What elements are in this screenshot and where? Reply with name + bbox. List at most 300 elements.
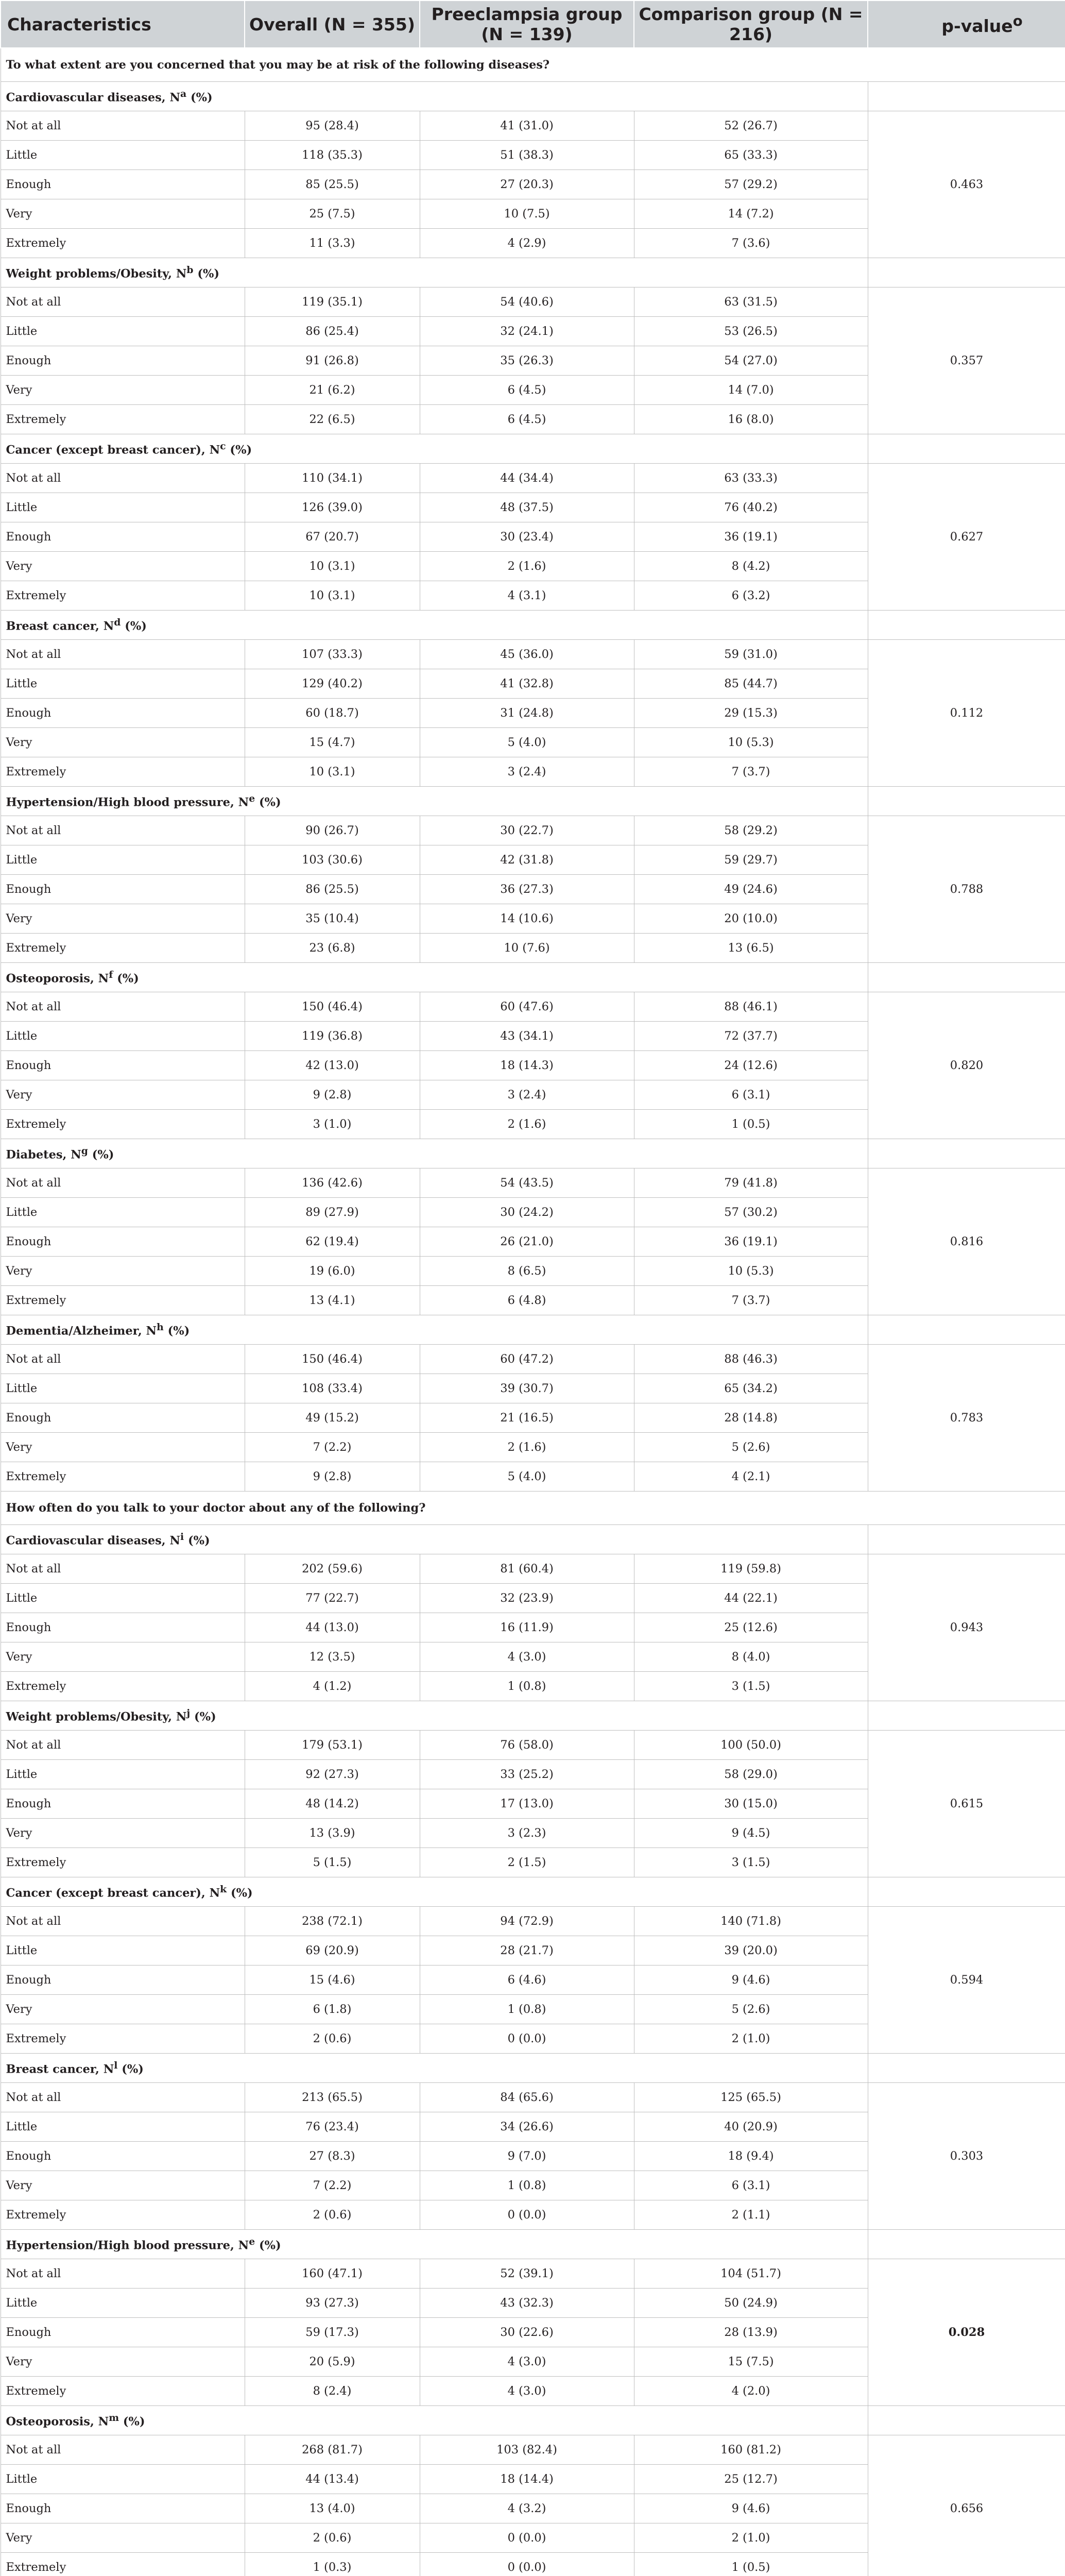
group-pvalue-blank — [868, 787, 1065, 816]
row-overall: 238 (72.1) — [245, 1907, 420, 1936]
group-header-row — [1, 963, 1065, 992]
row-preeclampsia: 2 (1.6) — [420, 552, 634, 581]
row-level: Not at all — [1, 1168, 245, 1198]
p-value: 0.112 — [868, 640, 1065, 787]
row-comparison: 140 (71.8) — [634, 1907, 868, 1936]
row-level: Little — [1, 141, 245, 170]
group-label-sup: e — [249, 2236, 255, 2248]
row-level: Enough — [1, 2318, 245, 2347]
row-comparison: 18 (9.4) — [634, 2142, 868, 2171]
row-overall: 150 (46.4) — [245, 992, 420, 1022]
row-preeclampsia: 14 (10.6) — [420, 904, 634, 934]
row-level: Not at all — [1, 2083, 245, 2112]
row-overall: 27 (8.3) — [245, 2142, 420, 2171]
row-overall: 48 (14.2) — [245, 1789, 420, 1819]
row-comparison: 85 (44.7) — [634, 669, 868, 699]
row-comparison: 52 (26.7) — [634, 111, 868, 141]
row-level: Not at all — [1, 2259, 245, 2289]
header-pvalue — [868, 1, 1065, 48]
group-pvalue-blank — [868, 1139, 1065, 1168]
row-overall: 76 (23.4) — [245, 2112, 420, 2142]
row-preeclampsia: 76 (58.0) — [420, 1731, 634, 1760]
row-preeclampsia: 30 (23.4) — [420, 522, 634, 552]
table-row — [1, 816, 1065, 845]
row-preeclampsia: 28 (21.7) — [420, 1936, 634, 1965]
row-overall: 21 (6.2) — [245, 376, 420, 405]
row-preeclampsia: 52 (39.1) — [420, 2259, 634, 2289]
row-preeclampsia: 1 (0.8) — [420, 1995, 634, 2024]
row-preeclampsia: 6 (4.8) — [420, 1286, 634, 1315]
row-level: Enough — [1, 1227, 245, 1257]
row-preeclampsia: 45 (36.0) — [420, 640, 634, 669]
row-level: Little — [1, 2112, 245, 2142]
row-preeclampsia: 0 (0.0) — [420, 2200, 634, 2230]
group-pvalue-blank — [868, 82, 1065, 111]
row-overall: 136 (42.6) — [245, 1168, 420, 1198]
row-level: Little — [1, 1198, 245, 1227]
table-row — [1, 464, 1065, 493]
header-pvalue-sup: o — [1012, 12, 1023, 29]
row-level: Enough — [1, 1051, 245, 1080]
row-preeclampsia: 39 (30.7) — [420, 1374, 634, 1403]
row-comparison: 44 (22.1) — [634, 1584, 868, 1613]
row-overall: 7 (2.2) — [245, 2171, 420, 2200]
row-level: Extremely — [1, 757, 245, 787]
group-pvalue-blank — [868, 963, 1065, 992]
header-comparison: Comparison group (N = 216) — [634, 1, 868, 48]
row-preeclampsia: 4 (2.9) — [420, 229, 634, 258]
row-level: Not at all — [1, 111, 245, 141]
group-label-text: Weight problems/Obesity, N — [6, 267, 187, 281]
row-level: Extremely — [1, 1286, 245, 1315]
row-level: Little — [1, 1374, 245, 1403]
row-comparison: 59 (31.0) — [634, 640, 868, 669]
row-level: Little — [1, 317, 245, 346]
row-level: Very — [1, 1257, 245, 1286]
row-level: Enough — [1, 1965, 245, 1995]
row-comparison: 13 (6.5) — [634, 934, 868, 963]
row-preeclampsia: 30 (22.6) — [420, 2318, 634, 2347]
row-preeclampsia: 4 (3.2) — [420, 2494, 634, 2523]
row-overall: 126 (39.0) — [245, 493, 420, 522]
group-label — [1, 787, 868, 816]
row-level: Very — [1, 2347, 245, 2377]
group-label-text: Dementia/Alzheimer, N — [6, 1324, 157, 1338]
table-row — [1, 1345, 1065, 1374]
row-overall: 93 (27.3) — [245, 2289, 420, 2318]
row-level: Very — [1, 2171, 245, 2200]
group-label-suffix: (%) — [163, 1324, 190, 1338]
row-level: Enough — [1, 170, 245, 199]
row-overall: 20 (5.9) — [245, 2347, 420, 2377]
row-comparison: 28 (14.8) — [634, 1403, 868, 1433]
row-preeclampsia: 4 (3.0) — [420, 2377, 634, 2406]
group-label-suffix: (%) — [255, 795, 281, 809]
row-level: Extremely — [1, 2200, 245, 2230]
group-header-row — [1, 1877, 1065, 1907]
table-row — [1, 640, 1065, 669]
table-row — [1, 1554, 1065, 1584]
p-value: 0.627 — [868, 464, 1065, 611]
row-preeclampsia: 2 (1.5) — [420, 1848, 634, 1877]
p-value: 0.656 — [868, 2435, 1065, 2576]
row-preeclampsia: 6 (4.5) — [420, 405, 634, 434]
row-level: Enough — [1, 1613, 245, 1642]
row-level: Extremely — [1, 1110, 245, 1139]
row-preeclampsia: 48 (37.5) — [420, 493, 634, 522]
row-overall: 67 (20.7) — [245, 522, 420, 552]
row-preeclampsia: 94 (72.9) — [420, 1907, 634, 1936]
row-overall: 8 (2.4) — [245, 2377, 420, 2406]
row-overall: 2 (0.6) — [245, 2200, 420, 2230]
row-comparison: 10 (5.3) — [634, 728, 868, 757]
group-label — [1, 1315, 868, 1345]
row-level: Very — [1, 376, 245, 405]
row-level: Enough — [1, 2494, 245, 2523]
group-label-sup: m — [109, 2412, 119, 2424]
row-preeclampsia: 3 (2.4) — [420, 1080, 634, 1110]
row-comparison: 7 (3.7) — [634, 757, 868, 787]
group-pvalue-blank — [868, 1701, 1065, 1731]
row-overall: 213 (65.5) — [245, 2083, 420, 2112]
group-label-suffix: (%) — [193, 267, 220, 281]
row-comparison: 36 (19.1) — [634, 1227, 868, 1257]
group-label-text: Cancer (except breast cancer), N — [6, 1886, 220, 1900]
row-preeclampsia: 26 (21.0) — [420, 1227, 634, 1257]
row-overall: 95 (28.4) — [245, 111, 420, 141]
table-row — [1, 1168, 1065, 1198]
group-label-text: Hypertension/High blood pressure, N — [6, 795, 249, 809]
group-label-suffix: (%) — [255, 2239, 281, 2252]
row-comparison: 1 (0.5) — [634, 1110, 868, 1139]
row-overall: 44 (13.4) — [245, 2465, 420, 2494]
p-value: 0.788 — [868, 816, 1065, 963]
row-overall: 103 (30.6) — [245, 845, 420, 875]
group-header-row — [1, 1139, 1065, 1168]
row-comparison: 54 (27.0) — [634, 346, 868, 376]
row-overall: 91 (26.8) — [245, 346, 420, 376]
group-label-sup: c — [220, 440, 226, 452]
row-level: Very — [1, 2523, 245, 2553]
row-comparison: 25 (12.7) — [634, 2465, 868, 2494]
row-preeclampsia: 41 (32.8) — [420, 669, 634, 699]
row-comparison: 7 (3.6) — [634, 229, 868, 258]
row-overall: 2 (0.6) — [245, 2024, 420, 2054]
row-overall: 6 (1.8) — [245, 1995, 420, 2024]
row-level: Not at all — [1, 816, 245, 845]
group-label-sup: a — [180, 88, 187, 100]
row-overall: 69 (20.9) — [245, 1936, 420, 1965]
row-level: Extremely — [1, 229, 245, 258]
row-comparison: 50 (24.9) — [634, 2289, 868, 2318]
row-preeclampsia: 1 (0.8) — [420, 1672, 634, 1701]
group-label — [1, 1701, 868, 1731]
row-preeclampsia: 17 (13.0) — [420, 1789, 634, 1819]
row-comparison: 53 (26.5) — [634, 317, 868, 346]
row-preeclampsia: 1 (0.8) — [420, 2171, 634, 2200]
row-comparison: 63 (33.3) — [634, 464, 868, 493]
row-overall: 10 (3.1) — [245, 581, 420, 611]
row-preeclampsia: 9 (7.0) — [420, 2142, 634, 2171]
row-level: Not at all — [1, 2435, 245, 2465]
group-label-suffix: (%) — [117, 2062, 144, 2076]
row-comparison: 14 (7.2) — [634, 199, 868, 229]
row-comparison: 49 (24.6) — [634, 875, 868, 904]
row-comparison: 9 (4.6) — [634, 1965, 868, 1995]
row-comparison: 6 (3.1) — [634, 2171, 868, 2200]
row-level: Very — [1, 1819, 245, 1848]
row-overall: 3 (1.0) — [245, 1110, 420, 1139]
row-overall: 12 (3.5) — [245, 1642, 420, 1672]
group-label-sup: j — [186, 1707, 191, 1719]
row-comparison: 57 (30.2) — [634, 1198, 868, 1227]
row-preeclampsia: 31 (24.8) — [420, 699, 634, 728]
row-comparison: 25 (12.6) — [634, 1613, 868, 1642]
group-label-text: Hypertension/High blood pressure, N — [6, 2239, 249, 2252]
p-value: 0.357 — [868, 287, 1065, 434]
group-label-text: Osteoporosis, N — [6, 2415, 109, 2429]
row-preeclampsia: 3 (2.3) — [420, 1819, 634, 1848]
group-header-row — [1, 434, 1065, 464]
row-overall: 59 (17.3) — [245, 2318, 420, 2347]
row-comparison: 8 (4.0) — [634, 1642, 868, 1672]
group-pvalue-blank — [868, 2406, 1065, 2435]
group-label-sup: l — [114, 2060, 118, 2072]
row-comparison: 20 (10.0) — [634, 904, 868, 934]
row-overall: 10 (3.1) — [245, 552, 420, 581]
row-level: Little — [1, 845, 245, 875]
row-level: Extremely — [1, 934, 245, 963]
row-preeclampsia: 5 (4.0) — [420, 1462, 634, 1492]
row-overall: 90 (26.7) — [245, 816, 420, 845]
row-level: Little — [1, 2465, 245, 2494]
row-preeclampsia: 30 (22.7) — [420, 816, 634, 845]
row-preeclampsia: 60 (47.6) — [420, 992, 634, 1022]
row-preeclampsia: 0 (0.0) — [420, 2553, 634, 2576]
row-comparison: 6 (3.1) — [634, 1080, 868, 1110]
row-overall: 86 (25.4) — [245, 317, 420, 346]
group-header-row — [1, 2054, 1065, 2083]
group-label-text: Cardiovascular diseases, N — [6, 1534, 181, 1548]
row-preeclampsia: 43 (32.3) — [420, 2289, 634, 2318]
row-level: Extremely — [1, 581, 245, 611]
row-comparison: 6 (3.2) — [634, 581, 868, 611]
row-comparison: 100 (50.0) — [634, 1731, 868, 1760]
table-row — [1, 2259, 1065, 2289]
row-level: Extremely — [1, 2553, 245, 2576]
row-preeclampsia: 54 (40.6) — [420, 287, 634, 317]
row-preeclampsia: 4 (3.0) — [420, 1642, 634, 1672]
row-level: Extremely — [1, 1462, 245, 1492]
row-preeclampsia: 18 (14.3) — [420, 1051, 634, 1080]
row-level: Little — [1, 669, 245, 699]
row-level: Not at all — [1, 992, 245, 1022]
row-level: Not at all — [1, 1731, 245, 1760]
group-label-suffix: (%) — [184, 1534, 210, 1548]
row-comparison: 88 (46.1) — [634, 992, 868, 1022]
row-preeclampsia: 10 (7.5) — [420, 199, 634, 229]
row-level: Enough — [1, 2142, 245, 2171]
group-label-text: Osteoporosis, N — [6, 972, 109, 986]
row-preeclampsia: 10 (7.6) — [420, 934, 634, 963]
row-overall: 13 (4.1) — [245, 1286, 420, 1315]
row-level: Very — [1, 904, 245, 934]
table-row — [1, 1907, 1065, 1936]
row-comparison: 125 (65.5) — [634, 2083, 868, 2112]
header-characteristics: Characteristics — [1, 1, 245, 48]
row-comparison: 65 (34.2) — [634, 1374, 868, 1403]
group-header-row — [1, 82, 1065, 111]
row-comparison: 119 (59.8) — [634, 1554, 868, 1584]
row-comparison: 2 (1.0) — [634, 2523, 868, 2553]
row-preeclampsia: 84 (65.6) — [420, 2083, 634, 2112]
row-comparison: 1 (0.5) — [634, 2553, 868, 2576]
row-overall: 92 (27.3) — [245, 1760, 420, 1789]
group-label — [1, 2054, 868, 2083]
group-label-sup: k — [220, 1884, 227, 1895]
row-comparison: 2 (1.1) — [634, 2200, 868, 2230]
row-level: Very — [1, 1080, 245, 1110]
row-overall: 108 (33.4) — [245, 1374, 420, 1403]
row-overall: 15 (4.7) — [245, 728, 420, 757]
header-pvalue-text: p-value — [941, 15, 1013, 36]
group-label — [1, 434, 868, 464]
row-comparison: 9 (4.5) — [634, 1819, 868, 1848]
group-header-row — [1, 1315, 1065, 1345]
row-level: Little — [1, 2289, 245, 2318]
row-comparison: 36 (19.1) — [634, 522, 868, 552]
section-header-row — [1, 1492, 1065, 1525]
row-preeclampsia: 103 (82.4) — [420, 2435, 634, 2465]
row-level: Enough — [1, 346, 245, 376]
group-pvalue-blank — [868, 1315, 1065, 1345]
row-comparison: 2 (1.0) — [634, 2024, 868, 2054]
row-comparison: 4 (2.1) — [634, 1462, 868, 1492]
header-overall: Overall (N = 355) — [245, 1, 420, 48]
row-preeclampsia: 32 (24.1) — [420, 317, 634, 346]
row-preeclampsia: 32 (23.9) — [420, 1584, 634, 1613]
row-preeclampsia: 41 (31.0) — [420, 111, 634, 141]
header-preeclampsia: Preeclampsia group (N = 139) — [420, 1, 634, 48]
group-label — [1, 1877, 868, 1907]
row-level: Not at all — [1, 464, 245, 493]
row-level: Not at all — [1, 287, 245, 317]
row-overall: 119 (35.1) — [245, 287, 420, 317]
row-level: Enough — [1, 699, 245, 728]
row-level: Extremely — [1, 1672, 245, 1701]
row-comparison: 9 (4.6) — [634, 2494, 868, 2523]
row-preeclampsia: 36 (27.3) — [420, 875, 634, 904]
row-preeclampsia: 0 (0.0) — [420, 2523, 634, 2553]
row-comparison: 28 (13.9) — [634, 2318, 868, 2347]
row-preeclampsia: 4 (3.0) — [420, 2347, 634, 2377]
group-label-suffix: (%) — [121, 619, 147, 633]
row-level: Little — [1, 1936, 245, 1965]
section-question: How often do you talk to your doctor about any of the following? — [1, 1492, 1065, 1525]
row-preeclampsia: 3 (2.4) — [420, 757, 634, 787]
group-label — [1, 82, 868, 111]
row-overall: 1 (0.3) — [245, 2553, 420, 2576]
group-pvalue-blank — [868, 2054, 1065, 2083]
row-preeclampsia: 44 (34.4) — [420, 464, 634, 493]
row-level: Not at all — [1, 1554, 245, 1584]
row-preeclampsia: 5 (4.0) — [420, 728, 634, 757]
group-label — [1, 2406, 868, 2435]
group-header-row — [1, 258, 1065, 287]
row-preeclampsia: 42 (31.8) — [420, 845, 634, 875]
row-overall: 119 (36.8) — [245, 1022, 420, 1051]
p-value: 0.816 — [868, 1168, 1065, 1315]
group-header-row — [1, 611, 1065, 640]
row-preeclampsia: 0 (0.0) — [420, 2024, 634, 2054]
row-level: Very — [1, 1433, 245, 1462]
row-comparison: 3 (1.5) — [634, 1848, 868, 1877]
group-label-suffix: (%) — [113, 972, 139, 986]
row-comparison: 58 (29.0) — [634, 1760, 868, 1789]
row-level: Little — [1, 1022, 245, 1051]
row-level: Extremely — [1, 1848, 245, 1877]
group-label-sup: d — [114, 617, 121, 629]
group-pvalue-blank — [868, 611, 1065, 640]
row-comparison: 4 (2.0) — [634, 2377, 868, 2406]
group-label — [1, 1139, 868, 1168]
row-comparison: 5 (2.6) — [634, 1433, 868, 1462]
group-label-sup: h — [157, 1321, 164, 1333]
row-overall: 13 (3.9) — [245, 1819, 420, 1848]
row-overall: 202 (59.6) — [245, 1554, 420, 1584]
row-preeclampsia: 34 (26.6) — [420, 2112, 634, 2142]
row-preeclampsia: 2 (1.6) — [420, 1110, 634, 1139]
row-comparison: 76 (40.2) — [634, 493, 868, 522]
group-label — [1, 2230, 868, 2259]
row-comparison: 5 (2.6) — [634, 1995, 868, 2024]
group-label — [1, 963, 868, 992]
table-row — [1, 111, 1065, 141]
p-value: 0.783 — [868, 1345, 1065, 1492]
row-preeclampsia: 18 (14.4) — [420, 2465, 634, 2494]
group-pvalue-blank — [868, 1525, 1065, 1554]
group-label-suffix: (%) — [186, 91, 213, 105]
group-label-text: Cardiovascular diseases, N — [6, 91, 181, 105]
row-overall: 10 (3.1) — [245, 757, 420, 787]
group-pvalue-blank — [868, 258, 1065, 287]
row-overall: 15 (4.6) — [245, 1965, 420, 1995]
row-overall: 107 (33.3) — [245, 640, 420, 669]
row-preeclampsia: 81 (60.4) — [420, 1554, 634, 1584]
row-level: Enough — [1, 522, 245, 552]
row-overall: 7 (2.2) — [245, 1433, 420, 1462]
group-label — [1, 1525, 868, 1554]
row-level: Not at all — [1, 1345, 245, 1374]
row-comparison: 7 (3.7) — [634, 1286, 868, 1315]
group-header-row — [1, 2406, 1065, 2435]
table-row — [1, 992, 1065, 1022]
row-comparison: 104 (51.7) — [634, 2259, 868, 2289]
row-overall: 23 (6.8) — [245, 934, 420, 963]
row-comparison: 15 (7.5) — [634, 2347, 868, 2377]
row-level: Very — [1, 199, 245, 229]
row-overall: 9 (2.8) — [245, 1462, 420, 1492]
row-preeclampsia: 21 (16.5) — [420, 1403, 634, 1433]
row-comparison: 79 (41.8) — [634, 1168, 868, 1198]
row-overall: 2 (0.6) — [245, 2523, 420, 2553]
row-overall: 89 (27.9) — [245, 1198, 420, 1227]
p-value: 0.820 — [868, 992, 1065, 1139]
row-level: Very — [1, 552, 245, 581]
row-preeclampsia: 6 (4.5) — [420, 376, 634, 405]
row-overall: 85 (25.5) — [245, 170, 420, 199]
row-level: Very — [1, 1995, 245, 2024]
